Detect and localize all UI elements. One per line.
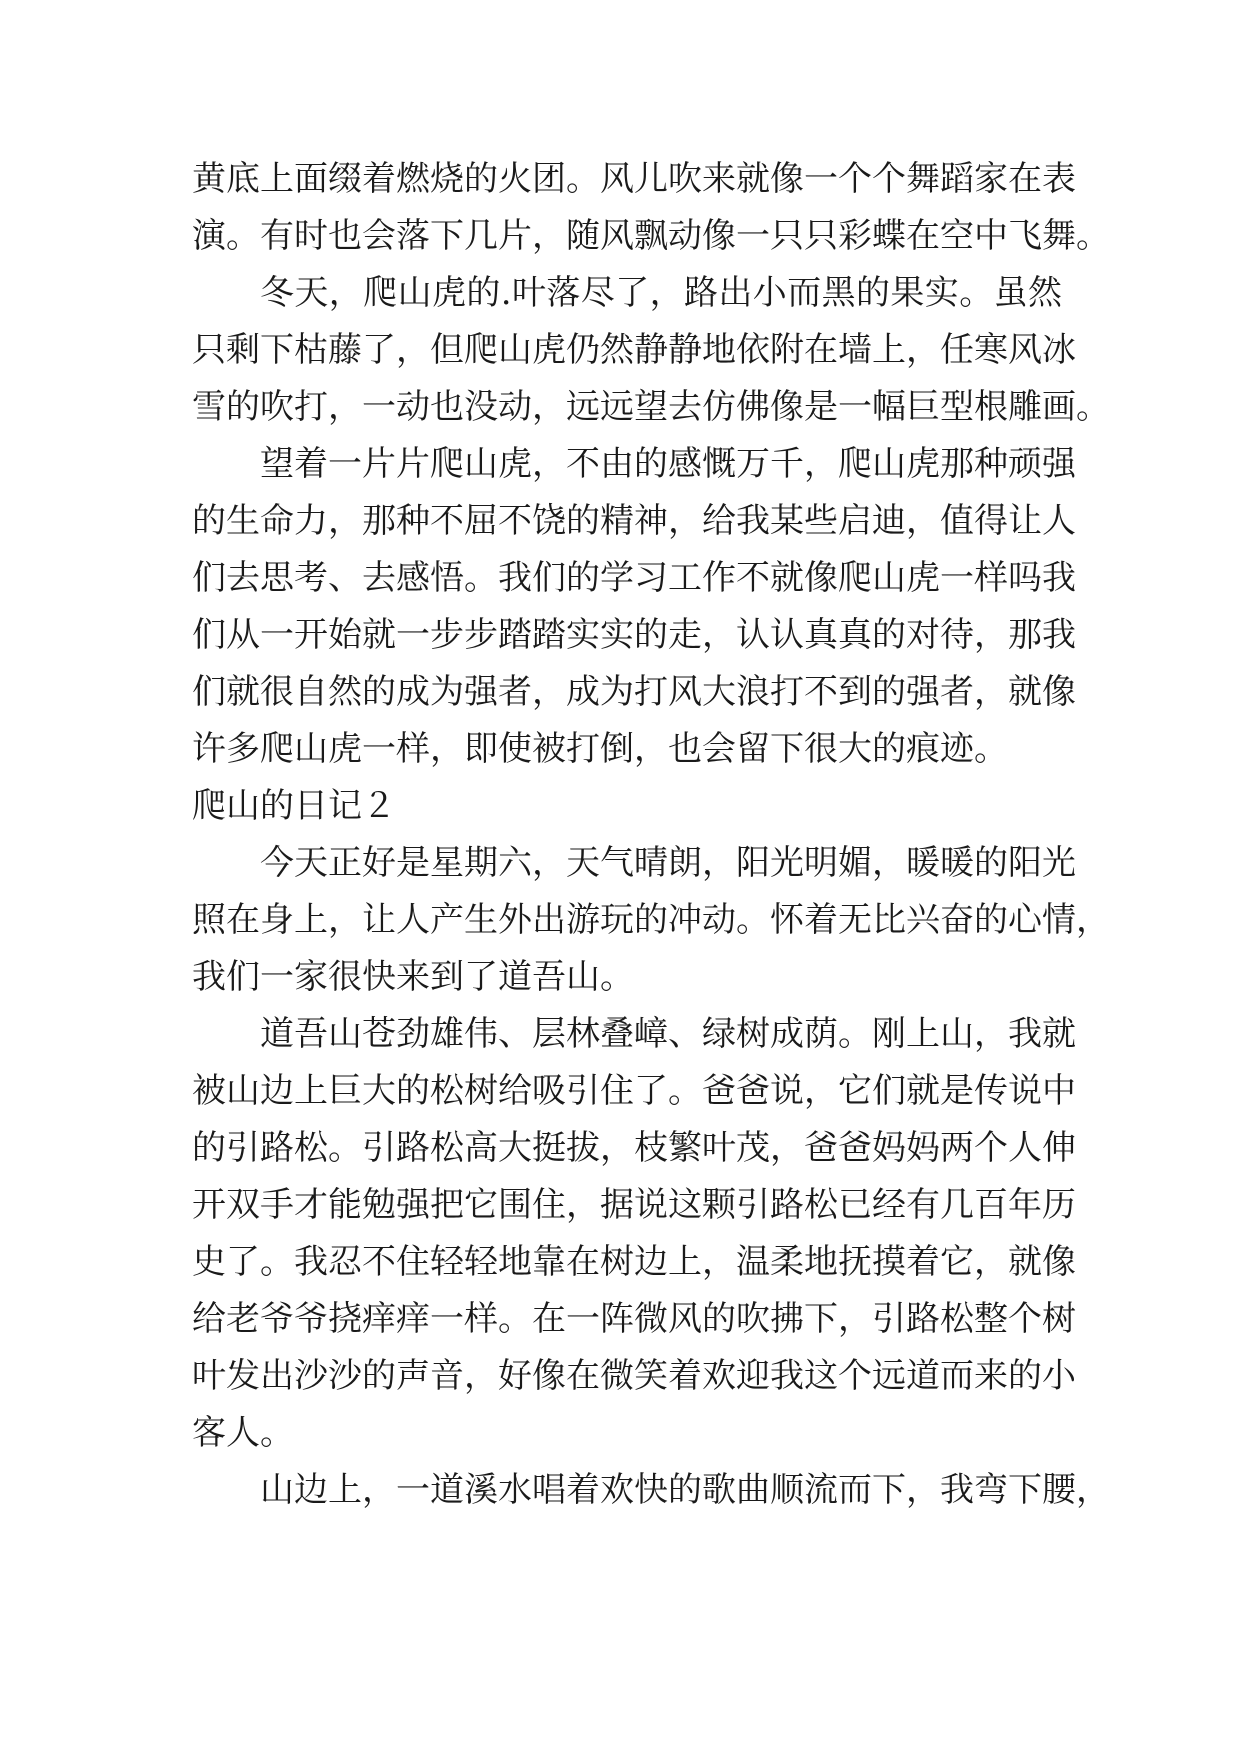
text-line: 叶发出沙沙的声音，好像在微笑着欢迎我这个远道而来的小 (192, 1356, 1076, 1396)
text-line: 给老爷爷挠痒痒一样。在一阵微风的吹拂下，引路松整个树 (192, 1299, 1076, 1339)
text-line: 许多爬山虎一样，即使被打倒，也会留下很大的痕迹。 (192, 729, 1008, 769)
text-line: 演。有时也会落下几片，随风飘动像一只只彩蝶在空中飞舞。 (192, 216, 1110, 256)
text-line: 只剩下枯藤了，但爬山虎仍然静静地依附在墙上，任寒风冰 (192, 330, 1076, 370)
text-line: 我们一家很快来到了道吾山。 (192, 957, 634, 997)
text-line: 黄底上面缀着燃烧的火团。风儿吹来就像一个个舞蹈家在表 (192, 159, 1076, 199)
text-line: 们从一开始就一步步踏踏实实的走，认认真真的对待，那我 (192, 615, 1076, 655)
text-line: 被山边上巨大的松树给吸引住了。爸爸说，它们就是传说中 (192, 1071, 1076, 1111)
text-line: 们就很自然的成为强者，成为打风大浪打不到的强者，就像 (192, 672, 1076, 712)
paragraph-first-line: 望着一片片爬山虎，不由的感慨万千，爬山虎那种顽强 (260, 444, 1076, 484)
text-line: 的生命力，那种不屈不饶的精神，给我某些启迪，值得让人 (192, 501, 1076, 541)
text-line: 的引路松。引路松高大挺拔，枝繁叶茂，爸爸妈妈两个人伸 (192, 1128, 1076, 1168)
text-line: 们去思考、去感悟。我们的学习工作不就像爬山虎一样吗我 (192, 558, 1076, 598)
section-title: 爬山的日记２ (192, 786, 396, 826)
paragraph-first-line: 道吾山苍劲雄伟、层林叠嶂、绿树成荫。刚上山，我就 (260, 1014, 1076, 1054)
text-line: 雪的吹打，一动也没动，远远望去仿佛像是一幅巨型根雕画。 (192, 387, 1110, 427)
document-body (192, 151, 1110, 1519)
text-line: 客人。 (192, 1413, 294, 1453)
text-line: 照在身上，让人产生外出游玩的冲动。怀着无比兴奋的心情， (192, 900, 1110, 940)
text-line: 开双手才能勉强把它围住，据说这颗引路松已经有几百年历 (192, 1185, 1076, 1225)
paragraph-first-line: 今天正好是星期六，天气晴朗，阳光明媚，暖暖的阳光 (260, 843, 1076, 883)
text-line: 史了。我忍不住轻轻地靠在树边上，温柔地抚摸着它，就像 (192, 1242, 1076, 1282)
paragraph-first-line: 山边上，一道溪水唱着欢快的歌曲顺流而下，我弯下腰， (260, 1470, 1110, 1510)
paragraph-first-line: 冬天，爬山虎的.叶落尽了，路出小而黑的果实。虽然 (260, 273, 1062, 313)
